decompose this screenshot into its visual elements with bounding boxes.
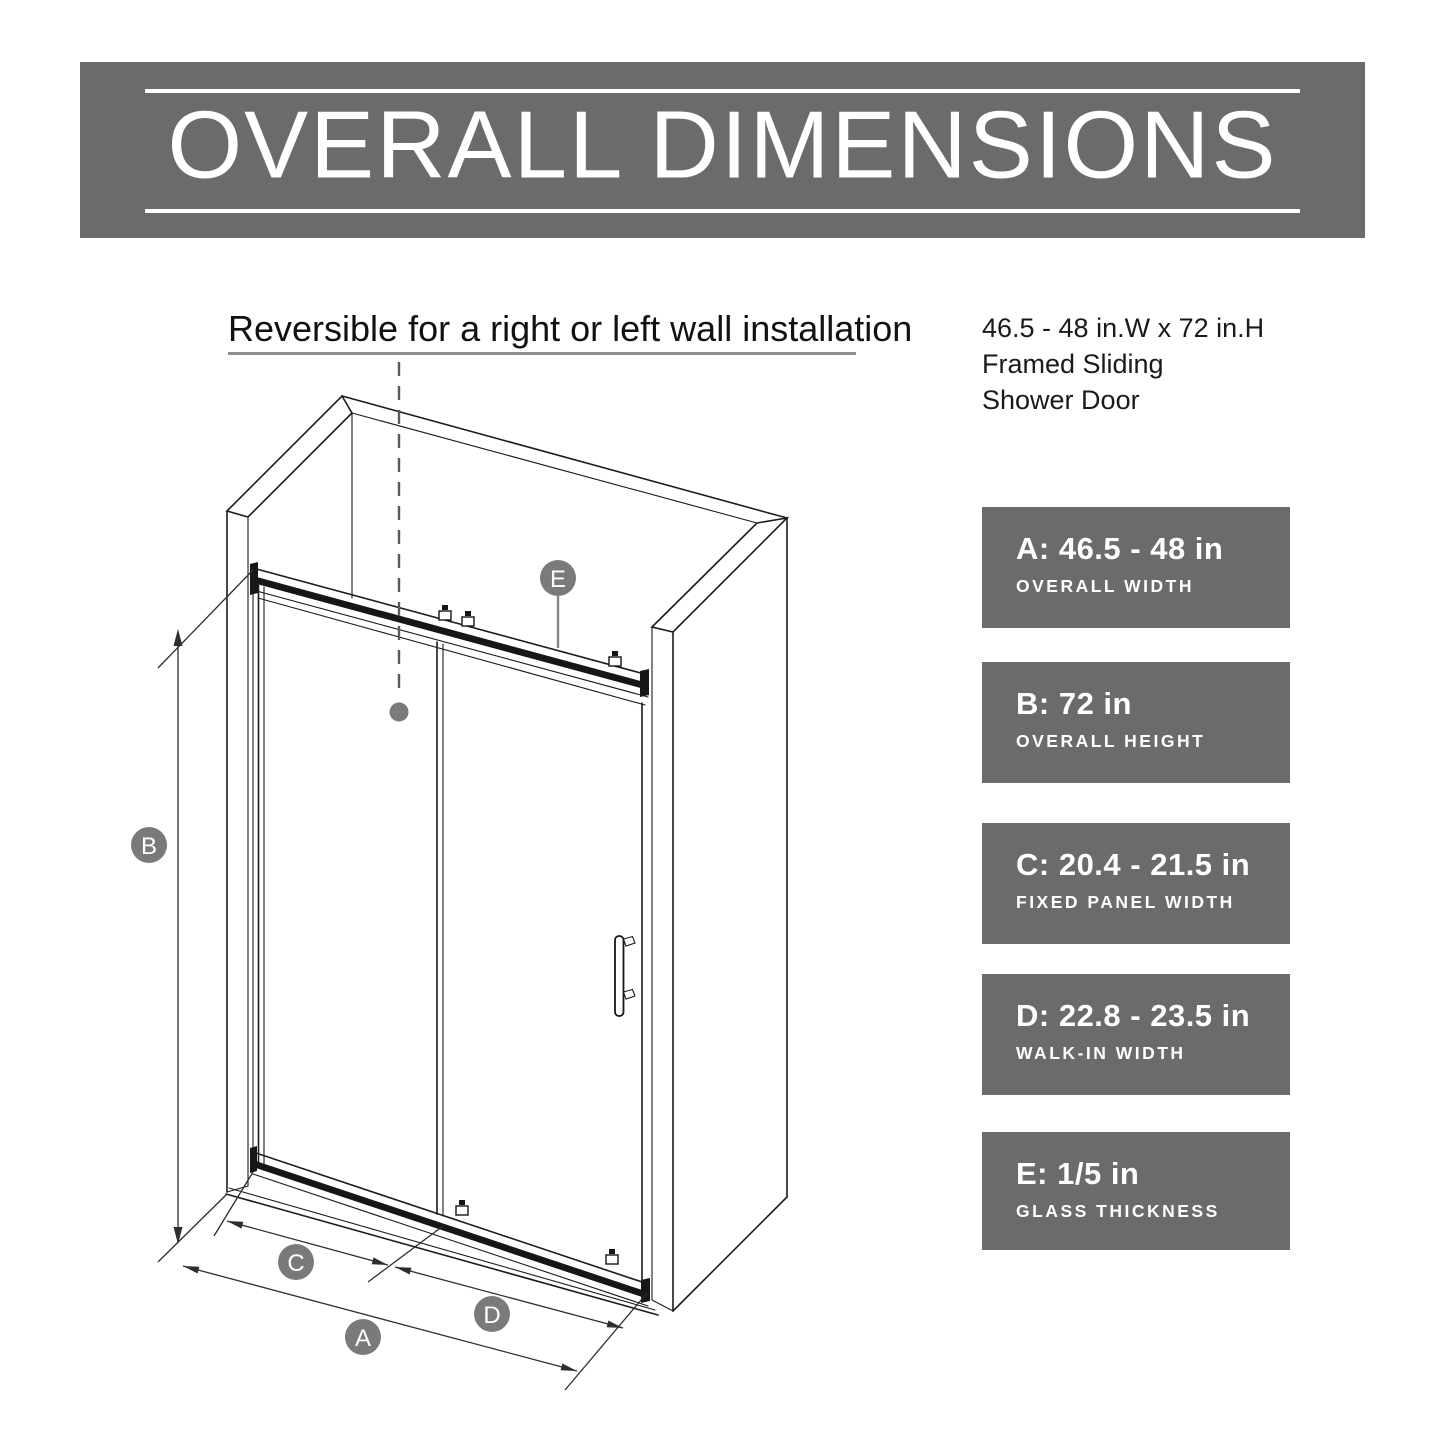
svg-text:B: B bbox=[140, 833, 158, 860]
spec-label: OVERALL WIDTH bbox=[1016, 576, 1195, 596]
enclosure-walls bbox=[226, 396, 787, 1315]
reversible-leader bbox=[390, 362, 409, 722]
spec-value: D: 22.8 - 23.5 in bbox=[1016, 998, 1251, 1033]
page-title: OVERALL DIMENSIONS bbox=[167, 91, 1278, 199]
top-track bbox=[250, 562, 649, 705]
spec-value: C: 20.4 - 21.5 in bbox=[1016, 847, 1251, 882]
callout-C bbox=[278, 1244, 314, 1280]
callout-E bbox=[540, 560, 576, 596]
svg-text:E: E bbox=[549, 566, 567, 593]
product-type-line1: Framed Sliding bbox=[982, 349, 1164, 379]
spec-label: OVERALL HEIGHT bbox=[1016, 731, 1206, 751]
callout-B bbox=[131, 827, 167, 863]
spec-value: E: 1/5 in bbox=[1016, 1156, 1140, 1191]
product-type-line2: Shower Door bbox=[982, 385, 1140, 415]
callout-D bbox=[474, 1296, 510, 1332]
product-size: 46.5 - 48 in.W x 72 in.H bbox=[982, 313, 1265, 343]
spec-label: GLASS THICKNESS bbox=[1016, 1201, 1220, 1221]
svg-text:A: A bbox=[354, 1325, 372, 1352]
svg-text:C: C bbox=[287, 1250, 305, 1277]
spec-label: WALK-IN WIDTH bbox=[1016, 1043, 1186, 1063]
spec-value: A: 46.5 - 48 in bbox=[1016, 531, 1224, 566]
spec-value: B: 72 in bbox=[1016, 686, 1132, 721]
spec-label: FIXED PANEL WIDTH bbox=[1016, 892, 1235, 912]
door-handle bbox=[615, 936, 635, 1016]
svg-text:D: D bbox=[483, 1302, 501, 1329]
reversible-dot bbox=[390, 703, 409, 722]
dimension-lines bbox=[158, 570, 647, 1390]
callout-A bbox=[345, 1319, 381, 1355]
door-panels bbox=[253, 570, 642, 1286]
reversible-note: Reversible for a right or left wall installation bbox=[228, 308, 913, 349]
